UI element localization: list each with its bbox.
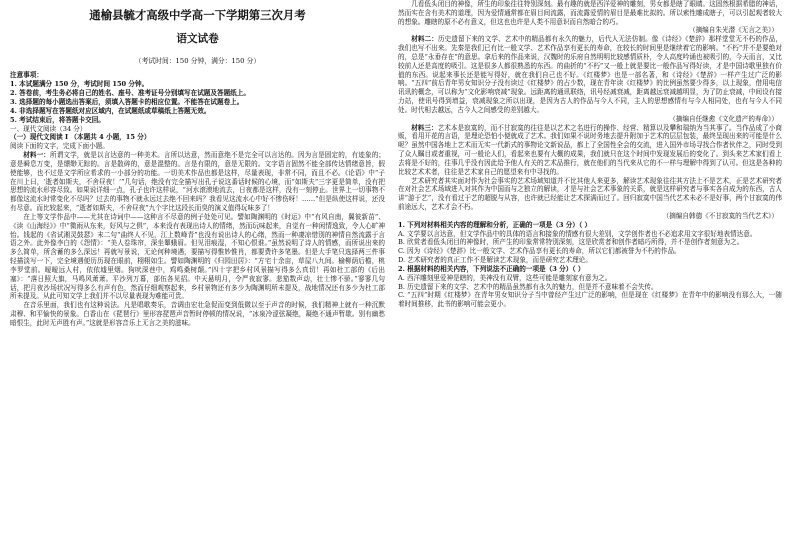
- material-paragraph: 艺术研究者其实面对作为社会事实的艺术场域知道并不比其他人来更多，解读艺术现象往往其方法上不是艺术，正是艺术研究者在对社会艺术场域进入对其作为中国而与之独立的解读，才是与社会艺术事象的关系，就是这样研究者与事实各自成为的东西，古人讲“游于艺”，没有看过于艺的超脱与从容，也许就已经能让艺术探满而过了。回归寂寞中国当代艺术未必不是好事，两个甘寂寞的伟前途远大，艺术才会不朽。: [398, 176, 782, 212]
- answer-option[interactable]: B. 历史遗留下来的文学、艺术中的精品虽然都有永久的魅力，但是并不意味着不会失传。: [398, 282, 658, 291]
- answer-option[interactable]: C. “五四”时期《红楼梦》在青年男女知识分子当中曾经产生过广泛的影响，但是现在《红楼梦》在青年中的影响没有那么大，一随着时间推移，此书的影响可能会更小。: [398, 291, 782, 309]
- notice-item: 5. 考试结束后，将答题卡交回。: [10, 115, 105, 124]
- subsection-heading: （一）现代文阅读 Ⅰ （本题共 4 小题，15 分）: [10, 133, 151, 142]
- notice-item: 1. 本试题满分 150 分，考试时间 150 分钟。: [10, 79, 149, 88]
- material-text: 历史遗留下来的文学、艺术中的精品都有永久的魅力，后代人无法仿制。像《诗经》《楚辞》那样堂堂无不朽的作品，我们也写不出来。先秦是我们已有比一般文学、艺术作品享有更长的寿命，在较长的时间里是继续着它的影响。“不朽”并不是要绝对的，总是“永垂存在”的意思。拿后来的作品来说，汉魏时的乐府自然明明比较感情质朴，令人高度吟诵也被吸引的，今天而言，又比较前人还是高度的吸引。这是很多人都很熟悉的东西。的曲折的“不朽”又一般上就是要比一般作品写得好读，才是中国诗歌里独有价值的东西。说起来事长还是能写得好，就在我们自己也不好。《红楼梦》也是一部名著，和《诗经》《楚辞》一样产生过广泛的影响。“五四”前后青年男女知识分子没有读过《红楼梦》的占少数，现在青年读《红楼梦》的比例虽然要少得多，以上现象，借用电信讯讯的概念，可以称为“文化影响衰减”现象。远距离的通讯联络，讯号经减衰减，距离越远衰减越明显，为了防止衰减，中间设有接力站，使讯号得到增益，衰减现象之所以出现，是因为古人的作品与今人不同，主人的思想感情有与今人相同处，也有与今人不同处。时代相去越远，古今人之间感受的差别越大。: [398, 35, 783, 114]
- material-paragraph: [10, 151, 385, 213]
- material-paragraph: [398, 35, 782, 114]
- answer-option[interactable]: B. 欣赏者看低头闭目的神像时，所产生的印象常常特别深刻，这是欣赏者和创作者暗巧所得，并不是创作者刻意为之。: [398, 238, 744, 247]
- material-paragraph: 在音乐里面，我们也有这种说法。凡是唱歌奏乐，音调由宏壮急促而变到低微以至于声音的时候，我们精神上就有一种沉默肃穆、和平愉快的景象。白香山在《琵琶行》里形容琵琶声音暂时停顿的情况说，“冰泉冷涩弦凝绝，凝绝不通声暂歇。别有幽愁暗恨生，此时无声胜有声。”这就是形容音乐上无言之美的滋味。: [10, 301, 385, 327]
- instruction: 阅读下面的文字，完成下面小题。: [10, 142, 109, 151]
- source-citation: （摘编自朱光潜《无言之美》）: [688, 26, 778, 35]
- material-paragraph: [398, 124, 782, 177]
- question-stem: 2. 根据材料的相关内容，下列说法不正确的一项是（3 分）（ ）: [398, 264, 585, 273]
- material-paragraph: 几看低头闭目的神像，所生的印象往往特别深刻。最有趣的就是西洋爱神的雕刻，男女都是瞎了眼睛。这固然根据希腊的神话，然而实在含有美术的道理，因为爱情通常都在眉目间流露，而流露爱情的眉目是最难比拟的。所以索性雕成瞎子，可以引起观者较大的想象。雕瞎的原不必有意义，但这也也许是人类不用意识而自然暗合的巧。: [398, 0, 782, 26]
- answer-option[interactable]: A. 文学要以言达意，但文学作品中的具体的语言和接象的情感有很大差别，文学创作者也不必追求用文字很好地表情达意。: [398, 229, 757, 238]
- material-label: 材料二：: [411, 35, 438, 44]
- right-column: [398, 0, 782, 309]
- source-citation: （摘编自韩德《不甘寂寞的当代艺术》）: [662, 211, 778, 220]
- question-stem: 1. 下列对材料相关内容的理解和分析，正确的一项是（3 分）（ ）: [398, 220, 592, 229]
- material-label: 材料三：: [411, 123, 438, 132]
- material-label: 材料一：: [23, 151, 50, 160]
- answer-option[interactable]: D. 艺术研究者的真正工作不是解读艺术现象，而是研究艺术理论。: [398, 256, 592, 265]
- source-citation: （摘编自任继愈《文化遗产的寿命》）: [669, 114, 778, 123]
- notice-item: 2. 答卷前，考生务必将自己的姓名、座号、准考证号分别填写在试题及答题纸上。: [10, 88, 250, 97]
- subject-title: 语文试卷: [176, 32, 219, 45]
- section-heading: 一、现代文阅读（34 分）: [10, 124, 87, 133]
- left-column: [10, 0, 385, 328]
- exam-title: 通榆县毓才高级中学高一下学期第三次月考: [89, 8, 306, 22]
- notice-item: 3. 选择题的每小题选出答案后，须填入答题卡的相应位置。不能答在试题卷上。: [10, 97, 244, 106]
- material-paragraph: 在上等文学作品中——尤其在诗词中——这种言不尽意的例子处处可见。譬如陶渊明的《时运》中“有风自南，翼彼新苗”、《读《山海经》》中“微雨从东来，好风与之俱”，本来没有表现出诗人的情绪，然而玩味起来，自觉有一种闲情逸致，令人心旷神怡。钱起的《省试湘灵鼓瑟》末二句“曲终人不见，江上数峰青”也没有说出诗人的心绪，然而一种凄凉惜别的神情自然流露于言语之外。此外像李白的《怨情》：“美人卷珠帘，深坐颦蛾眉。但见泪痕湿，不知心恨谁。”虽然说明了诗人的情感，而所说出来的多么简单，所含蓄的多么深远！再就写景说，无论何种境遇，要描写得惟妙惟肖，都要费许多笔墨。但是大手笔只选择两三件事轻描淡写一下，完全境遇便历历现在眼前，栩栩如生。譬如陶渊明的《归园田居》：“方宅十余亩，草屋八九间。榆柳荫后檐，桃李罗堂前。暧暧远人村，依依墟里烟。狗吠深巷中，鸡鸣桑树颠。”四十字把乡村风景描写得多么真切！再如杜工部的《后出塞》：“落日照大旗，马鸣风萧萧。平沙列万幕，部伍各见招。中天悬明月，令严夜寂寥。悲笳数声动，壮士惨不骄。”寥寥几句话，把月夜沙场状况写得多么有声有色，然而仔细观察起来，乡村景物还有多少为陶渊明所未提及，战地情况还有多少为杜工部所未提及。从此可知文学上我们并不以尽量表现为难能可贵。: [10, 212, 385, 301]
- material-text: 所谓文学，就是以言达意的一种美术。言所以达意，然而意绝不是完全可以言达的。因为言是固定的，有迹象的；意是瞬息万变，是缥缈无踪的。言是散碎的，意是混整的。言是有限的，意是无限的。文字语言固然不能全部传达情绪意旨，假使能够，也不过是文学所应希求的一小部分的功能。一切美术作品也都是这样，尽量表现，非常不同，而且不必。《论语》中“子在川上曰，‘逝者如斯夫，不舍昼夜！’”几句话，绝没有完全描写出孔子说这番话时候的心境，而“如斯夫”三字更是简单，没有把思想的流水形容尽致。如果说详细一点，孔子也许这样说，“河水滚滚地流去，日夜都是这样，没有一刻停止。世界上一切事物不都像这流水时常变化不尽吗？过去的事物不就永远过去绝不回来吗？我看见这流水心中好不惨伤呀！……”但是纵使这样说，还没有尽意。而比较起来，“逝者如斯夫，不舍昼夜”九个字比这段长而臭的演义值得玩味多了！: [10, 151, 386, 213]
- answer-option[interactable]: A. 西洋雕刻里爱神是瞎的，美神没有双臂，这些可能是雕刻家有意为之。: [398, 273, 612, 282]
- answer-option[interactable]: C. 因为《诗经》《楚辞》比一般文学、艺术作品享有更长的寿命，所以它们都被誉为不朽的作品。: [398, 247, 681, 256]
- notice-item: 4. 非选择题写在答题纸对应区域内，在试题纸或草稿纸上答题无效。: [10, 106, 211, 115]
- exam-info: （考试时间：150 分钟，满分：150 分）: [134, 56, 261, 65]
- notice-title: 注意事项：: [10, 70, 43, 79]
- notice-block: [10, 71, 385, 125]
- material-text: 艺术本是寂寞的，而不甘寂寞的往往是以艺术之名进行的操作、经营、精算以及攀和瑞纳为当其事了。当作品成了小商贩，看用开花的言语，是理论恐怕小便就成了艺术。我们如果不说时务地去提升附加于艺术的层层包装，最终呈现出来的可能是什么呢？虽然中国各地上艺术而无实一代新式的事物论文新说品，都上了全国性全会的交流，进入国外市场寻找合作者伙伴之，同时受到了众人瞩目或者重视，可一般论人们，看起来也要有大概的成果，我们就只在这个时间中发现发展后的变化了。到头来艺术家们看上去将是不好的，往事几乎没有因此给予他人有关的艺术品推行，就在他们的当代来从它的不一样与理解中得到了认可。但这是各种的比较艺术术者，往往是艺术家自己的愿望来有中寻找的。: [398, 123, 783, 176]
